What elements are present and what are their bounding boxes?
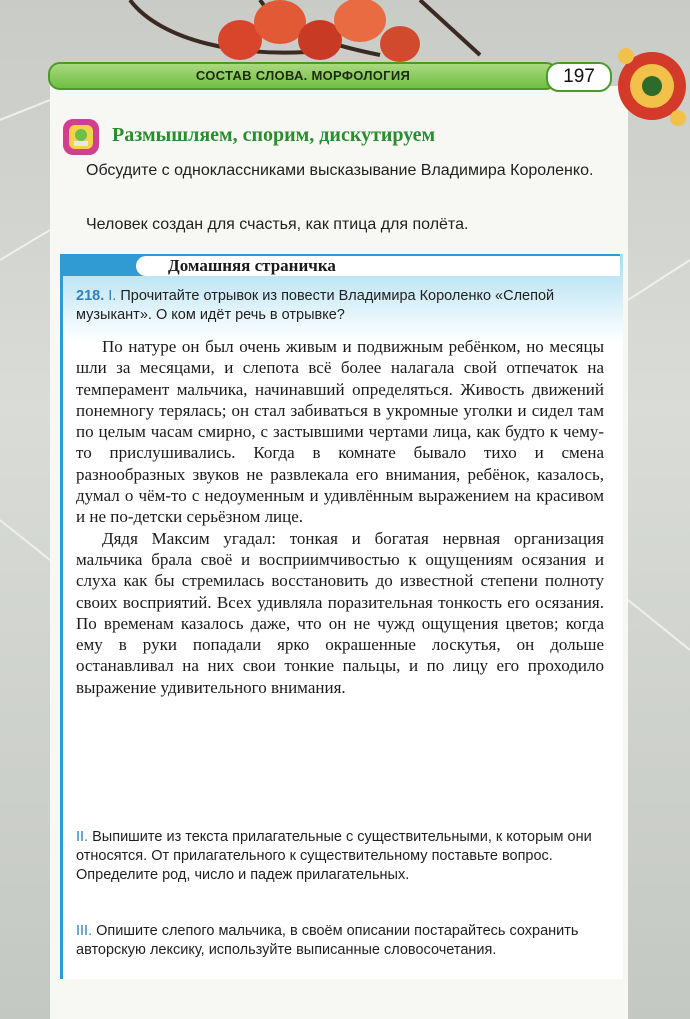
section-heading: Размышляем, спорим, дискутируем xyxy=(112,124,436,146)
page-number: 197 xyxy=(546,62,612,92)
task-number: 218. xyxy=(76,288,105,304)
korolenko-quote: Человек создан для счастья, как птица для полёта. xyxy=(86,216,469,233)
task-part-2 xyxy=(76,828,604,885)
part-1-text: Прочитайте отрывок из повести Владимира Короленко «Слепой музыкант». О ком идёт речь в отрывке? xyxy=(76,288,555,323)
chapter-title: СОСТАВ СЛОВА. МОРФОЛОГИЯ xyxy=(195,68,411,83)
rowan-berries-icon xyxy=(218,0,420,62)
chapter-header-bar xyxy=(48,62,558,90)
story-excerpt xyxy=(76,336,604,698)
task-part-1 xyxy=(76,287,604,325)
part-2-number: II. xyxy=(76,829,89,845)
discussion-section-icon xyxy=(62,118,100,156)
part-2-text: Выпишите из текста прилагательные с существительными, к которым они относятся. От прилагательного к существительному поставьте вопрос. Определите род, число и падеж прилагательных. xyxy=(76,829,592,883)
homework-title: Домашняя страничка xyxy=(168,256,336,275)
part-3-text: Опишите слепого мальчика, в своём описании постарайтесь сохранить авторскую лексику, используйте выписанные словосочетания. xyxy=(76,923,579,958)
folk-flower-ornament-icon xyxy=(612,36,690,136)
discussion-intro: Обсудите с одноклассниками высказывание Владимира Короленко. xyxy=(86,162,594,179)
part-3-number: III. xyxy=(76,923,93,939)
part-1-number: I. xyxy=(108,288,117,304)
excerpt-paragraph-2: Дядя Максим угадал: тонкая и богатая нервная организация мальчика брала своё и восприимчивостью к ощущениям осязания и слуха как бы стремилась восстановить до известной степени полноту своих восприятий. Всех удивляла поразительная тонкость его осязания. По временам казалось даже, что он не чужд ощущения цветов; когда ему в руки попадали ярко окрашенные лоскутья, он дольше останавливал на них свои тонкие пальцы, и по лицу его проходило выражение удивительного внимания. xyxy=(76,528,604,697)
excerpt-paragraph-1: По натуре он был очень живым и подвижным ребёнком, но месяцы шли за месяцами, и слепота всё более налагала свой отпечаток на темперамент мальчика, начинавший определяться. Живость движений понемногу терялась; он стал забиваться в укромные уголки и сидел там по целым часам смирно, с застывшими чертами лица, как будто к чему-то прислушивались. Когда в комнате бывало тихо и смена разнообразных звуков не развлекала его внимания, ребёнок, казалось, думал о чём-то с недоуменным и удивлённым выражением на красивом и не по-детски серьёзном лице. xyxy=(76,337,604,527)
task-part-3 xyxy=(76,922,604,960)
